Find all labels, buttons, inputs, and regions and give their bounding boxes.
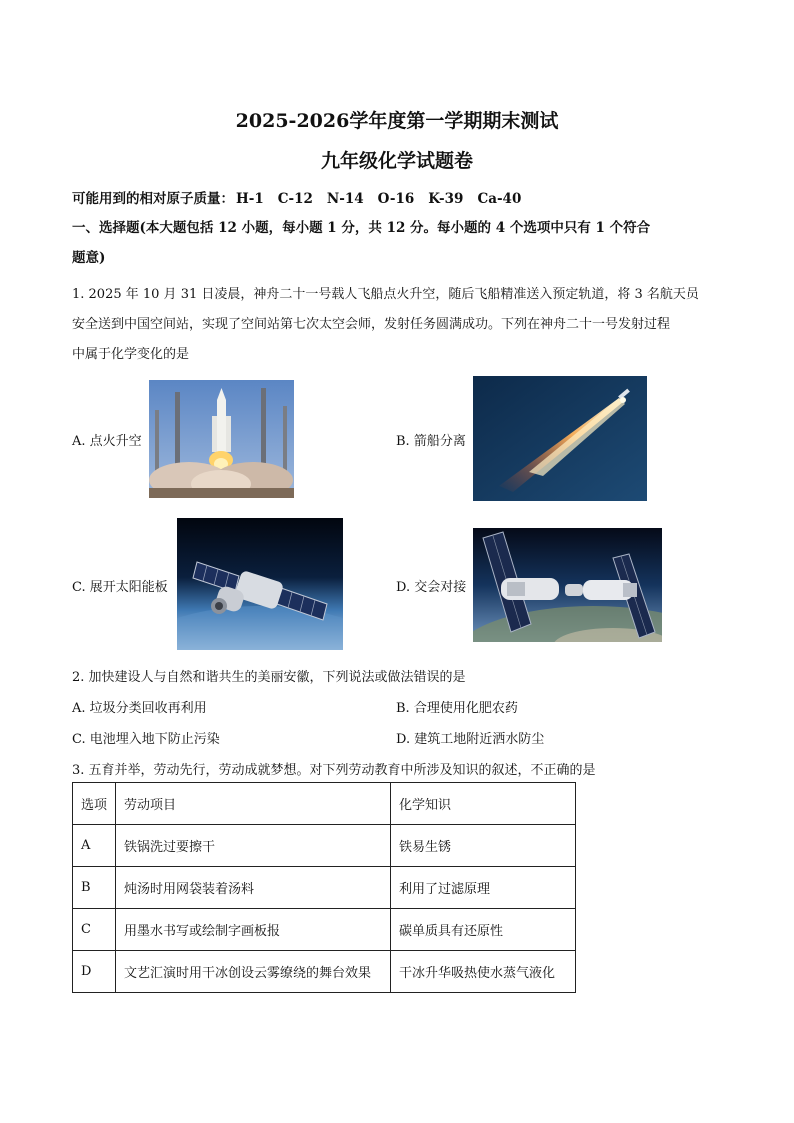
- exam-title: 2025-2026学年度第一学期期末测试: [235, 110, 559, 132]
- table-header-row: [73, 783, 576, 825]
- table-cell: 利用了过滤原理: [391, 867, 576, 909]
- q1-stem-line2: 安全送到中国空间站，实现了空间站第七次太空会师，发射任务圆满成功。下列在神舟二十一号发射过程: [72, 317, 671, 332]
- section-heading-line1: 一、选择题(本大题包括 12 小题，每小题 1 分，共 12 分。每小题的 4 个选项中只有 1 个符合: [72, 220, 651, 236]
- mass-item: O-16: [377, 191, 415, 207]
- table-cell: 铁锅洗过要擦干: [116, 825, 391, 867]
- q1-option-d: D. 交会对接: [396, 580, 467, 595]
- table-row: [73, 825, 576, 867]
- table-cell: 铁易生锈: [391, 825, 576, 867]
- q2-stem: 2. 加快建设人与自然和谐共生的美丽安徽，下列说法或做法错误的是: [72, 670, 466, 685]
- table-cell: B: [73, 867, 116, 909]
- q1-option-c: C. 展开太阳能板: [72, 580, 168, 595]
- q1-stem-line1: 1. 2025 年 10 月 31 日凌晨，神舟二十一号载人飞船点火升空，随后飞船精准送入预定轨道，将 3 名航天员: [72, 287, 699, 302]
- section-heading-line2: 题意): [72, 250, 106, 266]
- table-cell: A: [73, 825, 116, 867]
- table-row: [73, 951, 576, 993]
- table-cell: 碳单质具有还原性: [391, 909, 576, 951]
- labor-knowledge-table: [72, 782, 576, 993]
- solar-panel-photo: [177, 518, 343, 650]
- mass-item: Ca-40: [477, 191, 522, 207]
- table-cell: 文艺汇演时用干冰创设云雾缭绕的舞台效果: [116, 951, 391, 993]
- mass-item: N-14: [326, 191, 364, 207]
- table-cell: 用墨水书写或绘制字画板报: [116, 909, 391, 951]
- table-header-cell: 选项: [73, 783, 116, 825]
- q1-option-b: B. 箭船分离: [396, 434, 466, 449]
- atomic-masses: [72, 187, 535, 207]
- atomic-masses-label: 可能用到的相对原子质量：: [72, 191, 234, 207]
- mass-item: K-39: [428, 191, 464, 207]
- docking-photo: [473, 528, 662, 642]
- q2-option-d: D. 建筑工地附近洒水防尘: [396, 732, 545, 747]
- mass-item: C-12: [277, 191, 313, 207]
- q3-stem: 3. 五育并举，劳动先行，劳动成就梦想。对下列劳动教育中所涉及知识的叙述，不正确的是: [72, 763, 596, 778]
- table-header-cell: 化学知识: [391, 783, 576, 825]
- q2-option-b: B. 合理使用化肥农药: [396, 701, 518, 716]
- q1-option-a: A. 点火升空: [72, 434, 142, 449]
- table-cell: C: [73, 909, 116, 951]
- q1-stem-line3: 中属于化学变化的是: [72, 347, 190, 362]
- launch-photo: [149, 380, 294, 498]
- table-cell: D: [73, 951, 116, 993]
- table-header-cell: 劳动项目: [116, 783, 391, 825]
- exam-subtitle: 九年级化学试题卷: [320, 150, 473, 172]
- table-cell: 干冰升华吸热使水蒸气液化: [391, 951, 576, 993]
- table-row: [73, 909, 576, 951]
- separation-photo: [473, 376, 647, 501]
- mass-item: H-1: [236, 191, 264, 207]
- q2-option-c: C. 电池埋入地下防止污染: [72, 732, 220, 747]
- q2-option-a: A. 垃圾分类回收再利用: [72, 701, 207, 716]
- table-row: [73, 867, 576, 909]
- table-cell: 炖汤时用网袋装着汤料: [116, 867, 391, 909]
